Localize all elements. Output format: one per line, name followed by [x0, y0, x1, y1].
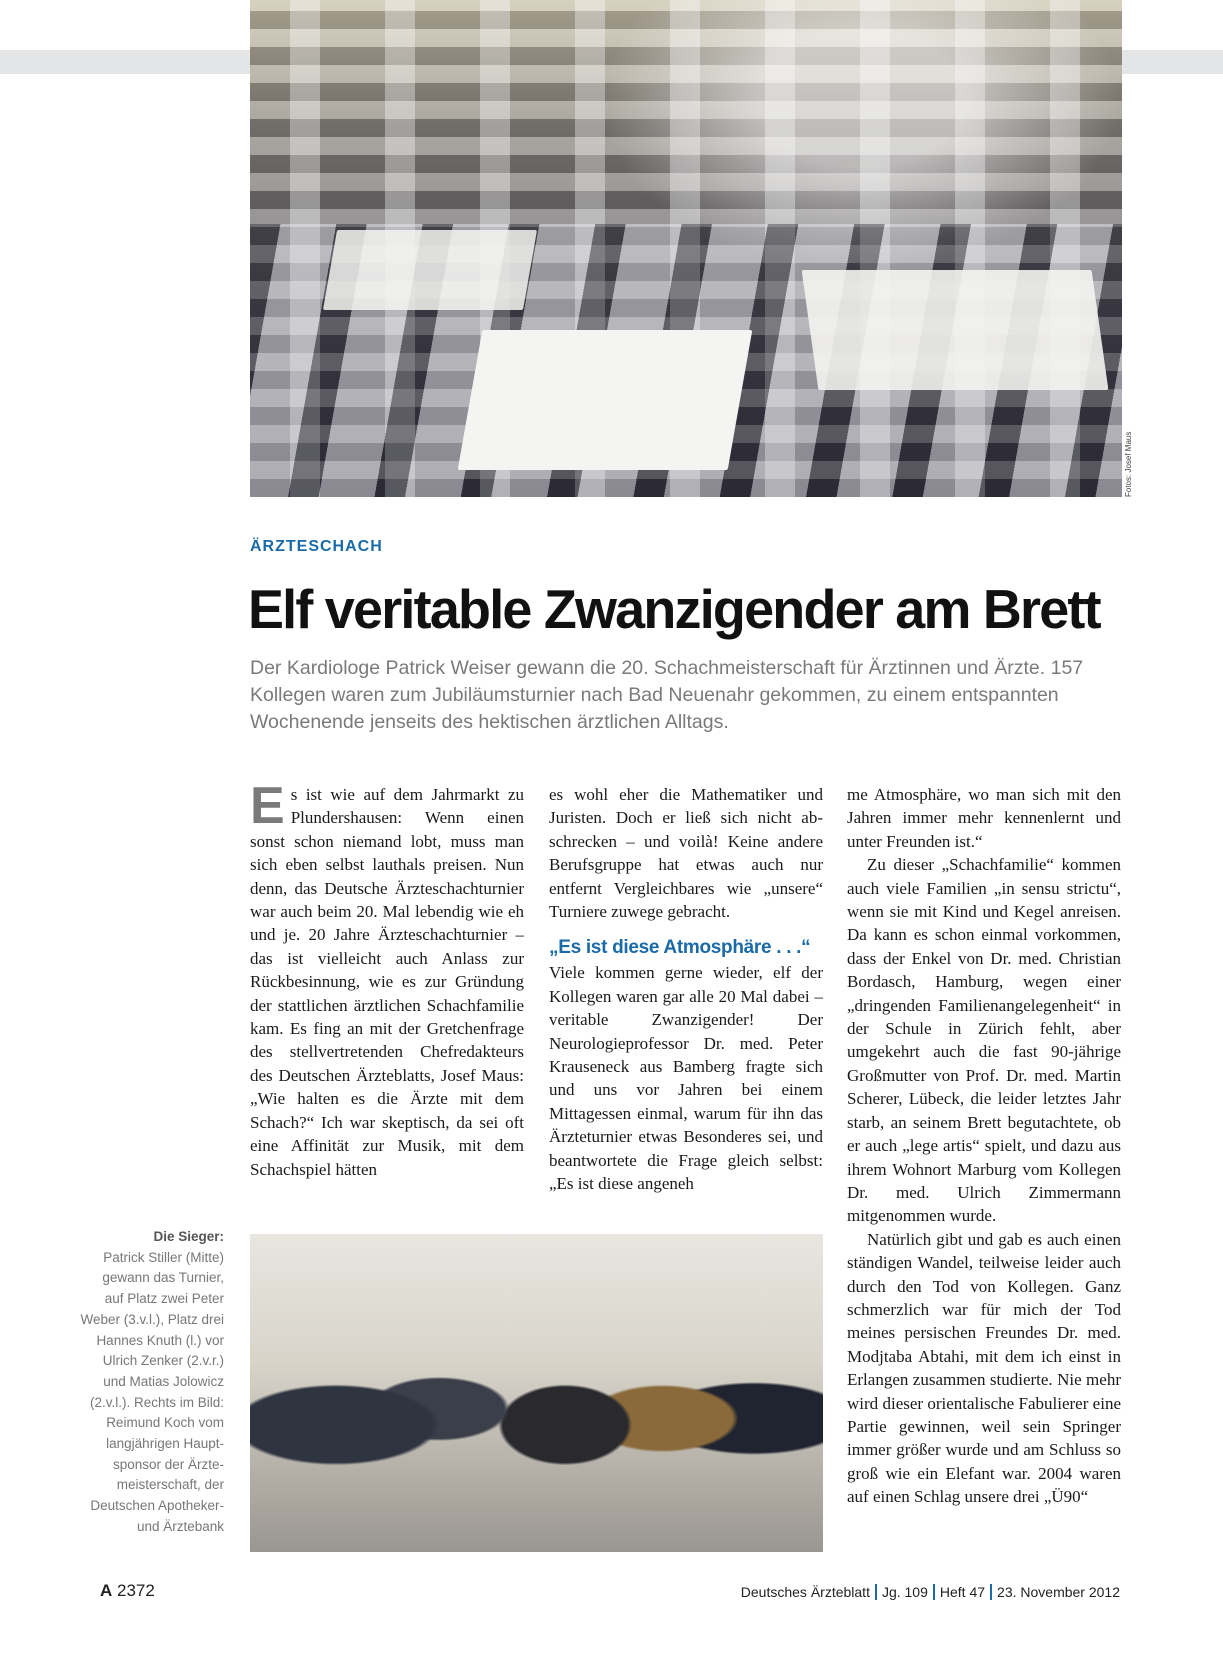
article-headline: Elf veritable Zwanzigender am Brett — [248, 578, 1100, 640]
caption-text: Patrick Stiller (Mitte) gewann das Turnier, auf Platz zwei Peter Weber (3.v.l.), Platz drei Hannes Knuth (l.) vor Ulrich Zenker (2.v.r.) und Matias Jolowicz (2.v.l.). Rechts im Bild: Reimund Koch vom langjährigen Hauptsponsor der Ärztemeisterschaft, der Deutschen Apotheker- und Ärztebank — [80, 1249, 224, 1534]
page-number-value: 2372 — [117, 1581, 155, 1600]
winners-photo — [250, 1234, 823, 1552]
text-column-3 — [847, 783, 1121, 1509]
paragraph: Natürlich gibt und gab es auch einen ständigen Wandel, teilweise leider auch durch den Tod von Kollegen. Ganz schmerzlich war für mich der Tod meines persischen Freundes Dr. med. Modjtaba Abtahi, mit dem ich einst in Erlangen zusammen studierte. Nie mehr wird dieser orientalische Fabulierer eine Partie gewinnen, weil sein Springer immer größer wurde und am Schluss so groß wie ein Elefant war. 2004 waren auf einen Schlag unsere drei „Ü90“ — [847, 1229, 1121, 1507]
page-number — [100, 1581, 155, 1601]
page-prefix: A — [100, 1581, 113, 1600]
subheading: „Es ist diese Atmosphäre . . .“ — [549, 937, 811, 959]
journal-volume: Jg. 109 — [881, 1584, 928, 1600]
article-intro: Der Kardiologe Patrick Weiser gewann die 20. Schachmeisterschaft für Ärztinnen und Ärzte. 157 Kollegen waren zum Jubiläumsturnier nach Bad Neuenahr gekommen, zu einem entspannten Wochenende jenseits des hektischen ärztlichen Alltags. — [250, 657, 1084, 733]
text-column-1 — [250, 777, 524, 1181]
section-kicker: ÄRZTESCHACH — [250, 538, 383, 555]
paragraph: es wohl eher die Mathematiker und Juristen. Doch er ließ sich nicht abschrecken – und voilà! Keine andere Berufsgruppe hat etwas auch nur entfernt Vergleichbares wie „unsere“ Turniere zuwege gebracht. — [549, 785, 823, 922]
photo-caption — [80, 1227, 224, 1538]
photo-detail — [802, 270, 1109, 390]
caption-title: Die Sieger: — [153, 1229, 224, 1244]
separator — [990, 1584, 992, 1600]
photo-credit: Fotos: Josef Maus — [1124, 431, 1133, 497]
journal-date: 23. November 2012 — [997, 1584, 1120, 1600]
separator — [933, 1584, 935, 1600]
journal-info — [741, 1584, 1120, 1600]
journal-name: Deutsches Ärzteblatt — [740, 1584, 870, 1600]
paragraph-text: s ist wie auf dem Jahrmarkt zu Plundershausen: Wenn einen sonst schon niemand lobt, muss man sich eben selbst lauthals preisen. Nun denn, das Deutsche Ärzteschachturnier war auch beim 20. Mal lebendig wie eh und je. 20 Jahre Ärzteschachturnier – das ist vielleicht auch Anlass zur Rückbesinnung, wie es zur Gründung der stattlichen ärztlichen Schachfamilie kam. Es fing an mit der Gretchenfrage des stellvertretenden Chefredakteurs des Deutschen Ärzteblatts, Josef Maus: „Wie halten es die Ärzte mit dem Schach?“ Ich war skeptisch, da sei oft eine Affinität zur Musik, mit dem Schachspiel hätten — [250, 785, 524, 1179]
paragraph: me Atmosphäre, wo man sich mit den Jahren immer mehr kennenlernt und unter Freunden ist.“ — [847, 785, 1121, 851]
separator — [875, 1584, 877, 1600]
photo-detail — [458, 330, 753, 470]
chess-tournament-photo — [250, 0, 1122, 497]
paragraph: Zu dieser „Schachfamilie“ kommen auch viele Familien „in sensu strictu“, wenn sie mit Kind und Kegel anreisen. Da kann es schon einmal vorkommen, dass der Enkel von Dr. med. Christian Bordasch, Hamburg, wegen einer „dringenden Familienangelegenheit“ in der Schule in Zürich fehlt, aber umgekehrt auch die fast 90-jährige Großmutter von Prof. Dr. med. Martin Scherer, Lübeck, die leider letztes Jahr starb, an seinem Brett begutachtete, ob er auch „lege artis“ spielt, und dazu aus ihrem Wohnort Marburg vom Kollegen Dr. med. Ulrich Zimmermann mitgenommen wurde. — [847, 855, 1121, 1226]
paragraph: Viele kommen gerne wieder, elf der Kollegen waren gar alle 20 Mal dabei – veritable Zwanzigender! Der Neurologieprofessor Dr. med. Peter Krauseneck aus Bamberg fragte sich und uns vor Jahren bei einem Mittagessen einmal, warum für ihn das Ärzteturnier etwas Besonderes sei, und beantwortete die Frage gleich selbst: „Es ist diese angeneh — [549, 963, 823, 1194]
text-column-2 — [549, 783, 823, 1196]
photo-detail — [323, 230, 537, 310]
paragraph — [250, 777, 524, 1181]
journal-issue: Heft 47 — [939, 1584, 986, 1600]
drop-cap: E — [250, 777, 285, 835]
